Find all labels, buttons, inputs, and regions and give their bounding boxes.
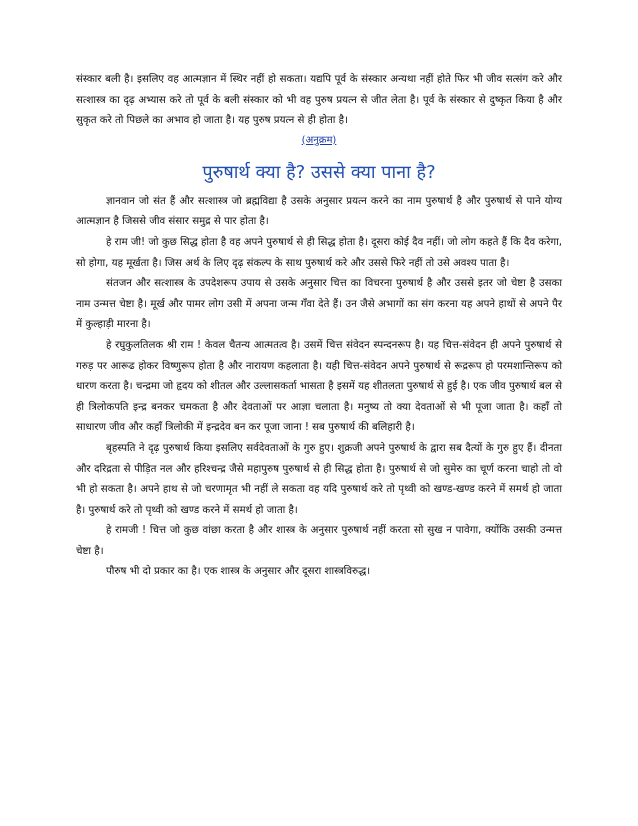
paragraph-1: ज्ञानवान जो संत हैं और सत्शास्त्र जो ब्रह्मविद्या है उसके अनुसार प्रयत्न करने का नाम पुरुषार्थ है और पुरुषार्थ से पाने योग्य आत्मज्ञान है जिससे जीव संसार समुद्र से पार होता है।	[76, 195, 562, 228]
index-link[interactable]: (अनुक्रम)	[301, 134, 337, 146]
paragraph-7: पौरुष भी दो प्रकार का है। एक शास्त्र के अनुसार और दूसरा शास्त्रविरुद्ध।	[106, 566, 371, 578]
section-heading: पुरुषार्थ क्या है? उससे क्या पाना है?	[202, 161, 436, 183]
paragraph-4: हे रघुकुलतिलक श्री राम ! केवल चैतन्य आत्मतत्व है। उसमें चित्त संवेदन स्पन्दनरूप है। यह चित्त-संवेदन ही अपने पुरुषार्थ से गरुड़ पर आरूढ होकर विष्णुरूप होता है और नारायण कहलाता है। यही चित्त-संवेदन अपने पुरुषार्थ से रूद्ररूप हो परमशान्तिरूप को धारण करता है। चन्द्रमा जो हृदय को शीतल और उल्लासकर्ता भासता है इसमें यह शीतलता पुरुषार्थ से हुई है। एक जीव पुरुषार्थ बल से ही त्रिलोकपति इन्द्र बनकर चमकता है और देवताओं पर आज्ञा चलाता है। मनुष्य तो क्या देवताओं से भी पूजा जाता है। कहाँ तो साधारण जीव और कहाँ त्रिलोकी में इन्द्रदेव बन कर पूजा जाना ! सब पुरुषार्थ की बलिहारी है।	[76, 339, 562, 434]
paragraph-3: संतजन और सत्शास्त्र के उपदेशरूप उपाय से उसके अनुसार चित्त का विचरना पुरुषार्थ है और उससे इतर जो चेष्टा है उसका नाम उन्मत्त चेष्टा है। मूर्ख और पामर लोग उसी में अपना जन्म गँवा देते हैं। उन जैसे अभागों का संग करना यह अपने हाथों से अपने पैर में कुल्हाड़ी मारना है।	[76, 278, 562, 331]
paragraph-2: हे राम जी! जो कुछ सिद्ध होता है वह अपने पुरुषार्थ से ही सिद्ध होता है। दूसरा कोई दैव नहीं। जो लोग कहते हैं कि दैव करेगा, सो होगा, यह मूर्खता है। जिस अर्थ के लिए दृढ़ संकल्प के साथ पुरुषार्थ करे और उससे फिरे नहीं तो उसे अवश्य पाता है।	[76, 236, 562, 269]
top-paragraph: संस्कार बली है। इसलिए वह आत्मज्ञान में स्थिर नहीं हो सकता। यद्यपि पूर्व के संस्कार अन्यथा नहीं होते फिर भी जीव सत्संग करे और सत्शास्त्र का दृढ़ अभ्यास करे तो पूर्व के बली संस्कार को भी वह पुरुष प्रयत्न से जीत लेता है। पूर्व के संस्कार से दुष्कृत किया है और सुकृत करे तो पिछले का अभाव हो जाता है। यह पुरुष प्रयत्न से ही होता है।	[76, 74, 562, 127]
paragraph-5: बृहस्पति ने दृढ़ पुरुषार्थ किया इसलिए सर्वदेवताओं के गुरु हुए। शुक्रजी अपने पुरुषार्थ के द्वारा सब दैत्यों के गुरु हुए हैं। दीनता और दरिद्रता से पीड़ित नल और हरिश्चन्द्र जैसे महापुरुष पुरुषार्थ से ही सिद्ध होता है। पुरुषार्थ से जो सुमेरु का चूर्ण करना चाहो तो वो भी हो सकता है। अपने हाथ से जो चरणामृत भी नहीं ले सकता वह यदि पुरुषार्थ करे तो पृथ्वी को खण्ड-खण्ड करने में समर्थ हो जाता है। पुरुषार्थ करे तो पृथ्वी को खण्ड करने में समर्थ हो जाता है।	[76, 442, 562, 516]
nav-link-row	[76, 132, 562, 150]
paragraph-6: हे रामजी ! चित्त जो कुछ वांछा करता है और शास्त्र के अनुसार पुरुषार्थ नहीं करता सो सुख न पावेगा, क्योंकि उसकी उन्मत्त चेष्टा है।	[76, 525, 562, 557]
